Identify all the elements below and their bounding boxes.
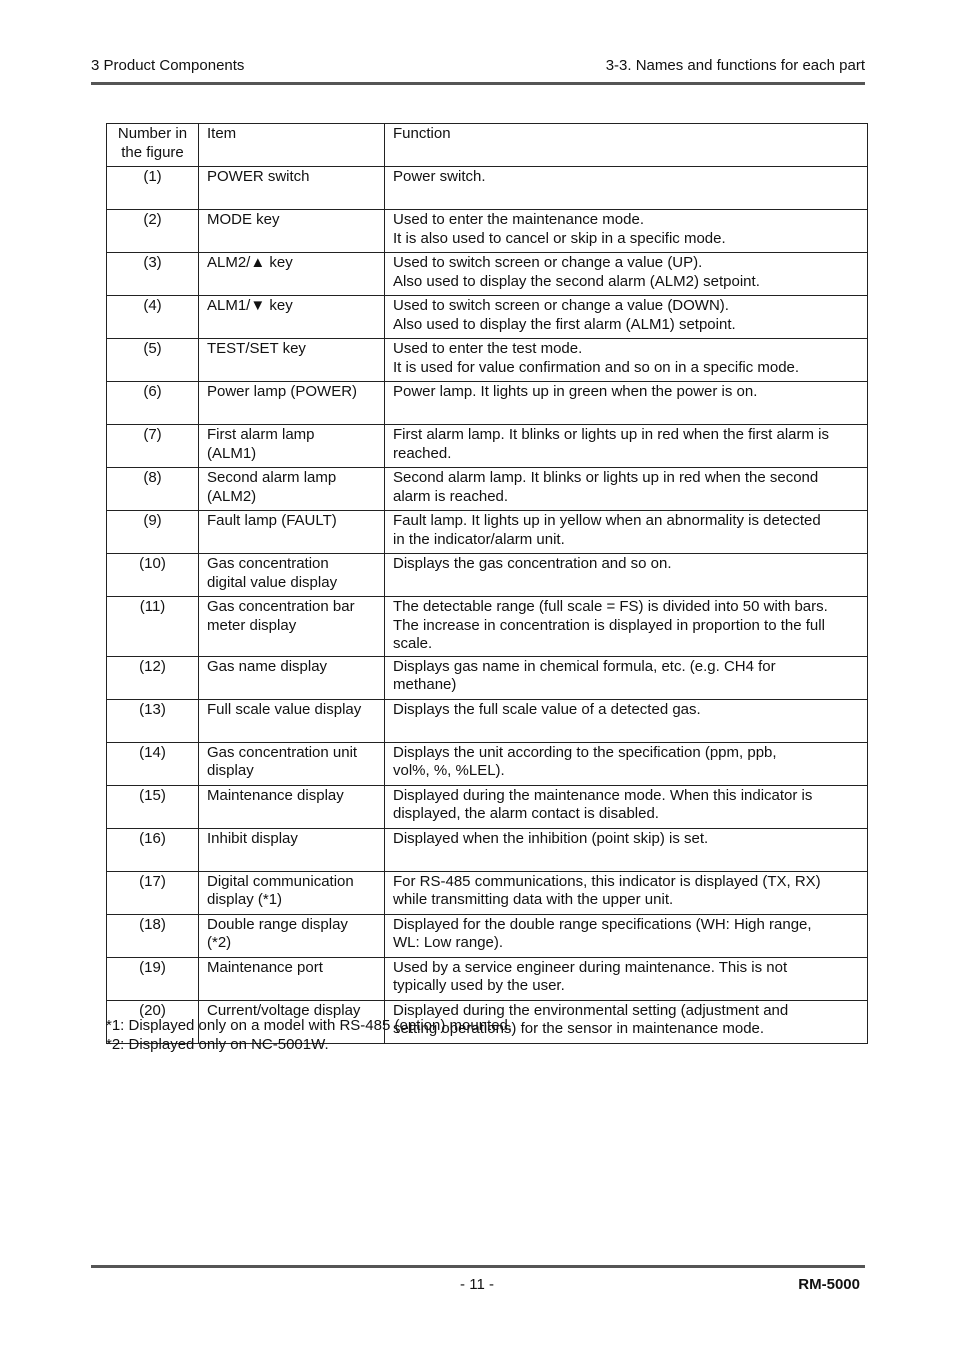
table-row bbox=[107, 828, 868, 871]
table-row bbox=[107, 210, 868, 253]
row-number: (14) bbox=[107, 742, 199, 785]
header-rule bbox=[91, 82, 865, 85]
row-number: (4) bbox=[107, 296, 199, 339]
table-row bbox=[107, 382, 868, 425]
row-number: (1) bbox=[107, 167, 199, 210]
row-item: Second alarm lamp (ALM2) bbox=[199, 468, 385, 511]
header-number: Number in the figure bbox=[107, 124, 199, 167]
table-row bbox=[107, 253, 868, 296]
row-function: Used to switch screen or change a value (DOWN). Also used to display the first alarm (ALM1) setpoint. bbox=[385, 296, 868, 339]
row-function: Displayed during the environmental setting (adjustment and setting operations) for the sensor in maintenance mode. bbox=[385, 1000, 868, 1043]
row-number: (2) bbox=[107, 210, 199, 253]
table-row bbox=[107, 742, 868, 785]
header-section-title: 3 Product Components bbox=[91, 57, 245, 74]
row-function: For RS-485 communications, this indicator is displayed (TX, RX) while transmitting data with the upper unit. bbox=[385, 871, 868, 914]
row-function: Used by a service engineer during maintenance. This is not typically used by the user. bbox=[385, 957, 868, 1000]
row-function: Displays the unit according to the specification (ppm, ppb, vol%, %, %LEL). bbox=[385, 742, 868, 785]
row-item: Gas concentration unit display bbox=[199, 742, 385, 785]
footnote: *1: Displayed only on a model with RS-485 (option) mounted. bbox=[106, 1017, 513, 1034]
table-row bbox=[107, 554, 868, 597]
row-number: (17) bbox=[107, 871, 199, 914]
row-item: Gas concentration digital value display bbox=[199, 554, 385, 597]
row-function: The detectable range (full scale = FS) is divided into 50 with bars. The increase in concentration is displayed in proportion to the full scale. bbox=[385, 597, 868, 657]
row-item: TEST/SET key bbox=[199, 339, 385, 382]
row-function: Fault lamp. It lights up in yellow when an abnormality is detected in the indicator/alarm unit. bbox=[385, 511, 868, 554]
row-function: Displayed when the inhibition (point skip) is set. bbox=[385, 828, 868, 871]
row-number: (5) bbox=[107, 339, 199, 382]
row-number: (19) bbox=[107, 957, 199, 1000]
table-row bbox=[107, 785, 868, 828]
table-header-row bbox=[107, 124, 868, 167]
page-header bbox=[91, 57, 865, 77]
row-item: Gas name display bbox=[199, 656, 385, 699]
row-item: Full scale value display bbox=[199, 699, 385, 742]
table-row bbox=[107, 597, 868, 657]
parts-table bbox=[106, 123, 868, 1044]
row-item: Fault lamp (FAULT) bbox=[199, 511, 385, 554]
row-item: Maintenance port bbox=[199, 957, 385, 1000]
row-item: Digital communication display (*1) bbox=[199, 871, 385, 914]
model-name: RM-5000 bbox=[798, 1276, 860, 1293]
table-row bbox=[107, 339, 868, 382]
footer-rule bbox=[91, 1265, 865, 1268]
table-row bbox=[107, 656, 868, 699]
table-row bbox=[107, 914, 868, 957]
table-row bbox=[107, 511, 868, 554]
row-function: Second alarm lamp. It blinks or lights up in red when the second alarm is reached. bbox=[385, 468, 868, 511]
table-row bbox=[107, 425, 868, 468]
row-number: (11) bbox=[107, 597, 199, 657]
row-function: Displayed for the double range specifications (WH: High range, WL: Low range). bbox=[385, 914, 868, 957]
row-function: Power lamp. It lights up in green when the power is on. bbox=[385, 382, 868, 425]
row-item: ALM2/▲ key bbox=[199, 253, 385, 296]
table-row bbox=[107, 167, 868, 210]
row-item: Inhibit display bbox=[199, 828, 385, 871]
row-number: (20) bbox=[107, 1000, 199, 1043]
footnotes bbox=[106, 1017, 512, 1054]
table-row bbox=[107, 871, 868, 914]
row-item: Maintenance display bbox=[199, 785, 385, 828]
row-function: First alarm lamp. It blinks or lights up in red when the first alarm is reached. bbox=[385, 425, 868, 468]
row-function: Power switch. bbox=[385, 167, 868, 210]
row-item: ALM1/▼ key bbox=[199, 296, 385, 339]
header-function: Function bbox=[385, 124, 868, 167]
page-number: - 11 - bbox=[460, 1276, 494, 1293]
table-row bbox=[107, 296, 868, 339]
row-number: (13) bbox=[107, 699, 199, 742]
row-number: (16) bbox=[107, 828, 199, 871]
row-item: Power lamp (POWER) bbox=[199, 382, 385, 425]
table-row bbox=[107, 957, 868, 1000]
row-item: POWER switch bbox=[199, 167, 385, 210]
row-item: Gas concentration bar meter display bbox=[199, 597, 385, 657]
row-number: (10) bbox=[107, 554, 199, 597]
row-function: Used to switch screen or change a value (UP). Also used to display the second alarm (ALM2) setpoint. bbox=[385, 253, 868, 296]
row-item: MODE key bbox=[199, 210, 385, 253]
table-row bbox=[107, 699, 868, 742]
header-item: Item bbox=[199, 124, 385, 167]
table-row bbox=[107, 468, 868, 511]
row-number: (12) bbox=[107, 656, 199, 699]
header-subsection-title: 3-3. Names and functions for each part bbox=[605, 57, 865, 74]
row-function: Displays the full scale value of a detected gas. bbox=[385, 699, 868, 742]
row-item: Double range display (*2) bbox=[199, 914, 385, 957]
row-number: (6) bbox=[107, 382, 199, 425]
row-number: (15) bbox=[107, 785, 199, 828]
row-function: Displays the gas concentration and so on. bbox=[385, 554, 868, 597]
row-function: Used to enter the maintenance mode. It is also used to cancel or skip in a specific mode. bbox=[385, 210, 868, 253]
row-number: (3) bbox=[107, 253, 199, 296]
row-function: Used to enter the test mode. It is used for value confirmation and so on in a specific mode. bbox=[385, 339, 868, 382]
row-number: (9) bbox=[107, 511, 199, 554]
row-number: (7) bbox=[107, 425, 199, 468]
row-item: Current/voltage display bbox=[199, 1000, 385, 1043]
row-number: (8) bbox=[107, 468, 199, 511]
footnote: *2: Displayed only on NC-5001W. bbox=[106, 1035, 329, 1053]
row-number: (18) bbox=[107, 914, 199, 957]
row-function: Displays gas name in chemical formula, etc. (e.g. CH4 for methane) bbox=[385, 656, 868, 699]
row-item: First alarm lamp (ALM1) bbox=[199, 425, 385, 468]
row-function: Displayed during the maintenance mode. When this indicator is displayed, the alarm contact is disabled. bbox=[385, 785, 868, 828]
